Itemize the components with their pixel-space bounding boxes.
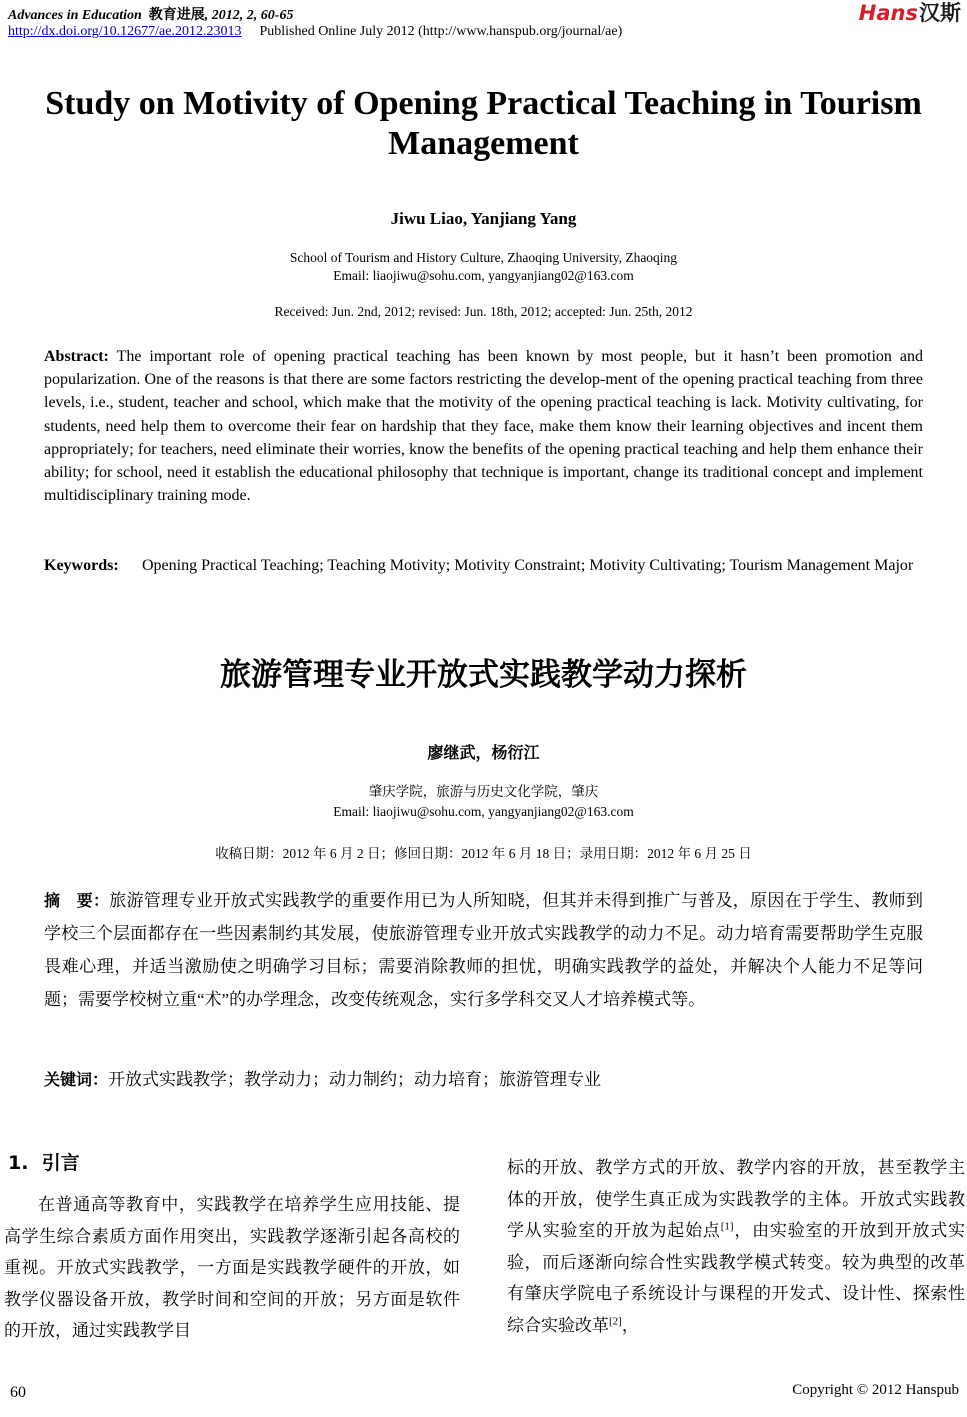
published-online: Published Online July 2012 (http://www.hanspub.org/journal/ae) (259, 24, 623, 39)
dates-en: Received: Jun. 2nd, 2012; revised: Jun. 18th, 2012; accepted: Jun. 25th, 2012 (274, 304, 693, 319)
authors-en: Jiwu Liao, Yanjiang Yang (390, 209, 577, 228)
keywords-label-cn: 关键词： (44, 1070, 109, 1089)
section-title: 引言 (41, 1152, 80, 1174)
abstract-text-en: The important role of opening practical teaching has been known by most people, but it hasn’t been promotion and popularization. One of the reasons is that there are some factors restricting the develop-ment of the opening practical teaching from three levels, i.e., student, teacher and school, which make that the motivity of the opening practical teaching is lack. Motivity cultivating, for students, need help them to overcome their fear on hardship that they face, make them know their learning objectives and incent them appropriately; for teachers, need eliminate their worries, know the benefits of the opening practical teaching and help them enhance their ability; for school, need it establish the educational philosophy that technique is important, change its traditional concept and implement multidisciplinary training mode. (44, 348, 923, 505)
journal-header (8, 4, 293, 24)
abstract-label-en: Abstract: (44, 348, 109, 365)
abstract-cn (44, 884, 923, 1016)
keywords-text-cn: 开放式实践教学；教学动力；动力制约；动力培育；旅游管理专业 (108, 1070, 602, 1089)
email-cn: Email: liaojiwu@sohu.com, yangyanjiang02@163.com (333, 804, 634, 819)
abstract-en (44, 345, 923, 507)
journal-volume: , 2012, 2, 60-65 (204, 8, 294, 23)
paper-title-en: Study on Motivity of Opening Practical Teaching in Tourism Management (45, 85, 922, 162)
keywords-text-en: Opening Practical Teaching; Teaching Motivity; Motivity Constraint; Motivity Cultivating; Tourism Management Major (142, 557, 914, 574)
copyright: Copyright © 2012 Hanspub (792, 1382, 959, 1398)
page-number: 60 (10, 1384, 26, 1401)
citation-ref[interactable]: [2] (609, 1314, 622, 1327)
dates-cn: 收稿日期：2012 年 6 月 2 日；修回日期：2012 年 6 月 18 日；录用日期：2012 年 6 月 25 日 (215, 846, 752, 861)
affiliation-text-cn: 肇庆学院，旅游与历史文化学院，肇庆 (368, 784, 599, 799)
abstract-text-cn: 旅游管理专业开放式实践教学的重要作用已为人所知晓，但其并未得到推广与普及，原因在于学生、教师到学校三个层面都存在一些因素制约其发展，使旅游管理专业开放式实践教学的动力不足。动力培育需要帮助学生克服畏难心理，并适当激励使之明确学习目标；需要消除教师的担忧，明确实践教学的益处，并解决个人能力不足等问题；需要学校树立重“术”的办学理念，改变传统观念，实行多学科交叉人才培养模式等。 (44, 891, 923, 1009)
authors-cn: 廖继武，杨衍江 (427, 745, 540, 762)
body-column-right: 标的开放、教学方式的开放、教学内容的开放，甚至教学主体的开放，使学生真正成为实践教学的主体。开放式实践教学从实验室的开放为起始点[1]，由实验室的开放到开放式实验，而后逐渐向综合性实践教学模式转变。较为典型的改革有肇庆学院电子系统设计与课程的开发式、设计性、探索性综合实验改革[2]， (507, 1158, 966, 1335)
affiliation-cn (40, 782, 927, 822)
doi-line (8, 24, 622, 40)
body-column-left: 在普通高等教育中，实践教学在培养学生应用技能、提高学生综合素质方面作用突出，实践教学逐渐引起各高校的重视。开放式实践教学，一方面是实践教学硬件的开放，如教学仪器设备开放，教学时间和空间的开放；另方面是软件的开放，通过实践教学目 (4, 1195, 460, 1340)
section-number: 1. (8, 1152, 29, 1174)
journal-name: Advances in Education (8, 8, 142, 23)
doi-link[interactable]: http://dx.doi.org/10.12677/ae.2012.23013 (8, 24, 242, 39)
abstract-label-cn: 摘 要： (44, 891, 110, 910)
keywords-label-en: Keywords: (44, 557, 119, 574)
journal-name-cn: 教育进展 (148, 8, 205, 23)
email-en: Email: liaojiwu@sohu.com, yangyanjiang02@163.com (333, 268, 634, 283)
section-heading (8, 1148, 80, 1175)
keywords-cn (44, 1063, 923, 1096)
hanspub-logo: Hans汉斯 (858, 1, 961, 25)
keywords-en (44, 554, 923, 577)
affiliation-text: School of Tourism and History Culture, Zhaoqing University, Zhaoqing (289, 250, 678, 265)
citation-ref[interactable]: [1] (720, 1220, 734, 1233)
paper-title-cn: 旅游管理专业开放式实践教学动力探析 (220, 657, 747, 693)
affiliation-en (40, 249, 927, 285)
